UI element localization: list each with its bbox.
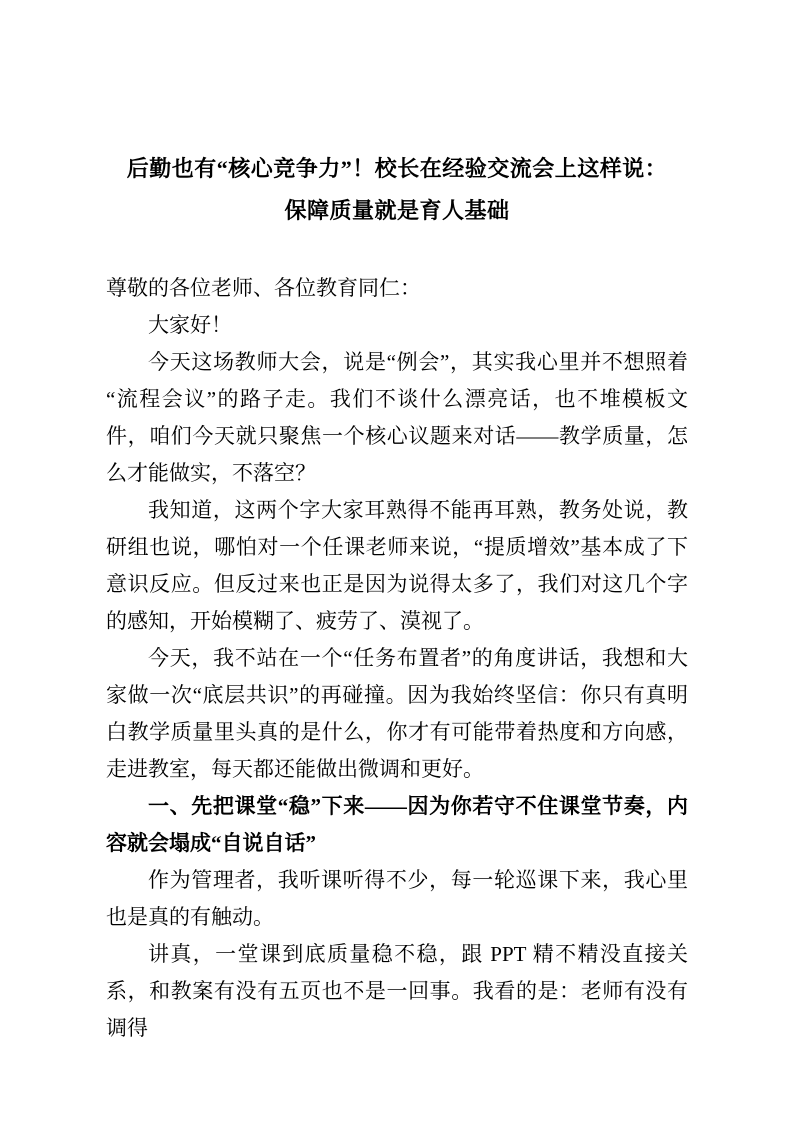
title-line-2: 保障质量就是育人基础: [284, 198, 510, 223]
paragraph-class-quality: 讲真，一堂课到底质量稳不稳，跟 PPT 精不精没直接关系，和教案有没有五页也不是一回事。我看的是：老师有没有调得: [106, 942, 688, 1040]
title-line-1: 后勤也有“核心竞争力”！校长在经验交流会上这样说：: [126, 156, 668, 181]
paragraph-consensus: 今天，我不站在一个“任务布置者”的角度讲话，我想和大家做一次“底层共识”的再碰撞。因为我始终坚信：你只有真明白教学质量里头真的是什么，你才有可能带着热度和方向感，走进教室，每天都还能做出微调和更好。: [106, 646, 688, 781]
document-content: [106, 148, 688, 1047]
salutation-line: 尊敬的各位老师、各位教育同仁：: [106, 276, 421, 300]
paragraph-observation: 作为管理者，我听课听得不少，每一轮巡课下来，我心里也是真的有触动。: [106, 868, 688, 929]
paragraph-meeting-intro: 今天这场教师大会，说是“例会”，其实我心里并不想照着“流程会议”的路子走。我们不谈什么漂亮话，也不堆模板文件，咱们今天就只聚焦一个核心议题来对话——教学质量，怎么才能做实，不落空？: [106, 350, 688, 485]
section-heading-1: 一、先把课堂“稳”下来——因为你若守不住课堂节奏，内容就会塌成“自说自话”: [106, 794, 688, 855]
greeting-line: 大家好！: [148, 313, 232, 337]
paragraph-familiar-words: 我知道，这两个字大家耳熟得不能再耳熟，教务处说，教研组也说，哪怕对一个任课老师来说，“提质增效”基本成了下意识反应。但反过来也正是因为说得太多了，我们对这几个字的感知，开始模糊了、疲劳了、漠视了。: [106, 498, 688, 633]
document-title: [106, 148, 688, 232]
